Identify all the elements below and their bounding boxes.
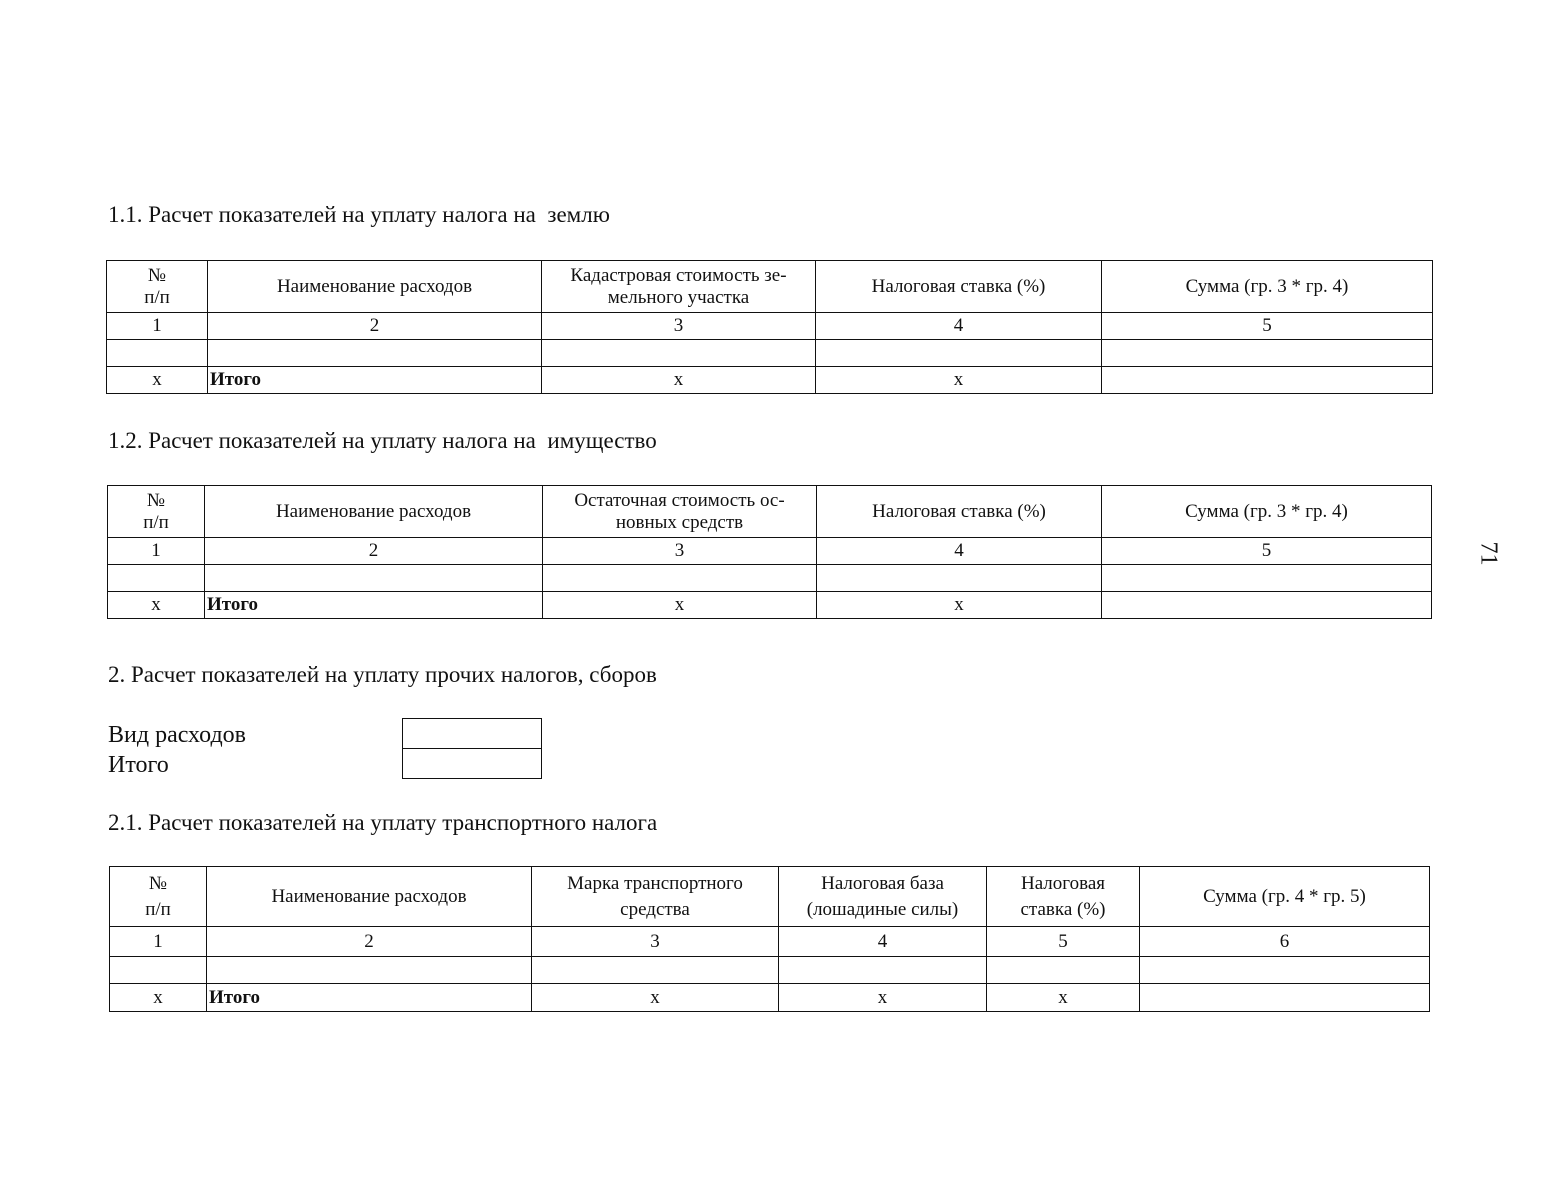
data-cell[interactable] bbox=[110, 957, 207, 984]
column-number: 3 bbox=[542, 313, 816, 340]
header-sum: Сумма (гр. 3 * гр. 4) bbox=[1102, 261, 1433, 313]
column-number: 1 bbox=[110, 927, 207, 957]
other-taxes-box bbox=[402, 718, 542, 779]
total-cell: x bbox=[532, 984, 779, 1012]
column-number: 2 bbox=[205, 538, 543, 565]
transport-tax-table bbox=[109, 866, 1430, 1012]
total-cell: x bbox=[542, 367, 816, 394]
total-cell: x bbox=[107, 367, 208, 394]
total-cell: x bbox=[817, 592, 1102, 619]
data-cell[interactable] bbox=[542, 340, 816, 367]
total-label: Итого bbox=[205, 592, 543, 619]
table-header-row bbox=[110, 867, 1430, 927]
total-row bbox=[108, 592, 1432, 619]
page-number: 71 bbox=[1475, 541, 1502, 566]
column-number: 5 bbox=[987, 927, 1140, 957]
total-sum-cell[interactable] bbox=[1102, 592, 1432, 619]
data-cell[interactable] bbox=[543, 565, 817, 592]
property-tax-table bbox=[107, 485, 1432, 619]
total-row bbox=[107, 367, 1433, 394]
data-cell[interactable] bbox=[987, 957, 1140, 984]
column-number: 4 bbox=[816, 313, 1102, 340]
data-cell[interactable] bbox=[1102, 340, 1433, 367]
data-cell[interactable] bbox=[1140, 957, 1430, 984]
column-number: 3 bbox=[532, 927, 779, 957]
data-cell[interactable] bbox=[1102, 565, 1432, 592]
column-number: 2 bbox=[208, 313, 542, 340]
data-cell[interactable] bbox=[205, 565, 543, 592]
empty-data-row bbox=[110, 957, 1430, 984]
total-sum-cell[interactable] bbox=[1102, 367, 1433, 394]
section-1-2-title: 1.2. Расчет показателей на уплату налога на имущество bbox=[108, 428, 657, 453]
header-sum: Сумма (гр. 3 * гр. 4) bbox=[1102, 486, 1432, 538]
empty-data-row bbox=[107, 340, 1433, 367]
column-number: 5 bbox=[1102, 538, 1432, 565]
total-sum-cell[interactable] bbox=[1140, 984, 1430, 1012]
column-number: 3 bbox=[543, 538, 817, 565]
total-cell: x bbox=[779, 984, 987, 1012]
column-number: 4 bbox=[779, 927, 987, 957]
header-number: № п/п bbox=[108, 486, 205, 538]
total-label: Итого bbox=[108, 752, 169, 778]
empty-data-row bbox=[108, 565, 1432, 592]
total-cell: x bbox=[110, 984, 207, 1012]
total-cell: x bbox=[816, 367, 1102, 394]
data-cell[interactable] bbox=[532, 957, 779, 984]
column-number: 5 bbox=[1102, 313, 1433, 340]
data-cell[interactable] bbox=[208, 340, 542, 367]
total-cell: x bbox=[108, 592, 205, 619]
header-number: № п/п bbox=[110, 867, 207, 927]
data-cell[interactable] bbox=[207, 957, 532, 984]
data-cell[interactable] bbox=[779, 957, 987, 984]
header-sum: Сумма (гр. 4 * гр. 5) bbox=[1140, 867, 1430, 927]
header-cadastral-value: Кадастровая стоимость зе- мельного участка bbox=[542, 261, 816, 313]
header-residual-value: Остаточная стоимость ос- новных средств bbox=[543, 486, 817, 538]
header-tax-rate: Налоговая ставка (%) bbox=[817, 486, 1102, 538]
total-field[interactable] bbox=[403, 748, 541, 778]
header-tax-base: Налоговая база (лошадиные силы) bbox=[779, 867, 987, 927]
section-2-1-title: 2.1. Расчет показателей на уплату транспортного налога bbox=[108, 810, 658, 835]
total-label: Итого bbox=[208, 367, 542, 394]
table-header-row bbox=[108, 486, 1432, 538]
data-cell[interactable] bbox=[108, 565, 205, 592]
header-expense-name: Наименование расходов bbox=[205, 486, 543, 538]
column-number: 4 bbox=[817, 538, 1102, 565]
land-tax-table bbox=[106, 260, 1433, 394]
header-vehicle-brand: Марка транспортного средства bbox=[532, 867, 779, 927]
expense-type-field[interactable] bbox=[403, 719, 541, 748]
column-number-row bbox=[107, 313, 1433, 340]
total-row bbox=[110, 984, 1430, 1012]
header-tax-rate: Налоговая ставка (%) bbox=[987, 867, 1140, 927]
data-cell[interactable] bbox=[107, 340, 208, 367]
total-cell: x bbox=[987, 984, 1140, 1012]
data-cell[interactable] bbox=[816, 340, 1102, 367]
total-cell: x bbox=[543, 592, 817, 619]
column-number-row bbox=[110, 927, 1430, 957]
data-cell[interactable] bbox=[817, 565, 1102, 592]
column-number-row bbox=[108, 538, 1432, 565]
section-1-1-title: 1.1. Расчет показателей на уплату налога на землю bbox=[108, 202, 610, 227]
table-header-row bbox=[107, 261, 1433, 313]
column-number: 1 bbox=[108, 538, 205, 565]
header-expense-name: Наименование расходов bbox=[208, 261, 542, 313]
column-number: 6 bbox=[1140, 927, 1430, 957]
header-expense-name: Наименование расходов bbox=[207, 867, 532, 927]
column-number: 2 bbox=[207, 927, 532, 957]
column-number: 1 bbox=[107, 313, 208, 340]
header-number: № п/п bbox=[107, 261, 208, 313]
section-2-title: 2. Расчет показателей на уплату прочих налогов, сборов bbox=[108, 662, 657, 687]
total-label: Итого bbox=[207, 984, 532, 1012]
header-tax-rate: Налоговая ставка (%) bbox=[816, 261, 1102, 313]
expense-type-label: Вид расходов bbox=[108, 722, 246, 748]
